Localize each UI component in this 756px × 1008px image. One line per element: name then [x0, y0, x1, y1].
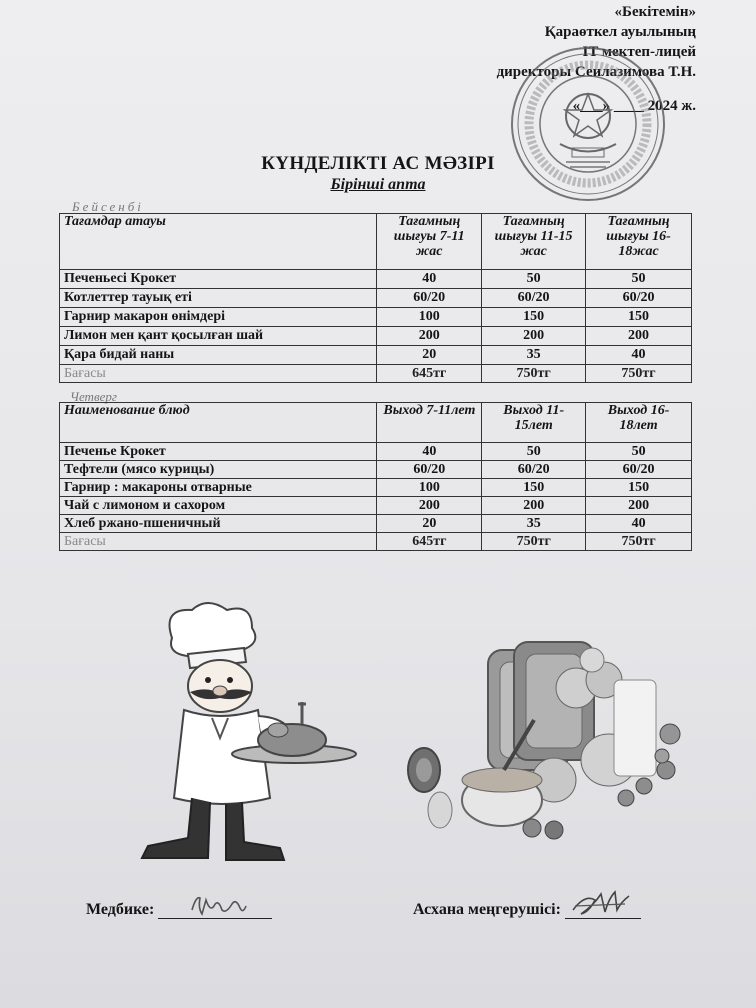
menu-table-kz	[59, 213, 692, 383]
portion-11-15: 35	[482, 515, 586, 533]
approval-line-2: Қараөткел ауылының	[544, 24, 696, 40]
portion-7-11: 100	[377, 308, 482, 327]
portion-7-11: 200	[377, 497, 482, 515]
price-row	[60, 365, 692, 383]
dish-name: Гарнир макарон өнімдері	[60, 308, 377, 327]
page-title: КҮНДЕЛІКТІ АС МӘЗІРІ	[261, 153, 495, 174]
portion-11-15: 150	[482, 308, 586, 327]
portion-11-15: 150	[482, 479, 586, 497]
table-row	[60, 515, 692, 533]
dish-name: Печеньесі Крокет	[60, 270, 377, 289]
nurse-handwritten-signature-icon	[188, 892, 248, 920]
table-row	[60, 270, 692, 289]
kitchen-head-signature-line	[565, 898, 641, 919]
portion-16-18: 50	[586, 443, 692, 461]
table-row	[60, 327, 692, 346]
portion-16-18: 40	[586, 346, 692, 365]
chef-illustration-icon	[112, 598, 362, 868]
table-row	[60, 461, 692, 479]
kitchen-head-signature-label: Асхана меңгерушісі:	[413, 901, 561, 918]
price-label: Бағасы	[60, 365, 377, 383]
page-subtitle: Бірінші апта	[330, 176, 426, 193]
column-header-11-15: Тағамның шығуы 11-15 жас	[482, 214, 586, 270]
column-header-16-18: Тағамның шығуы 16-18жас	[586, 214, 692, 270]
table-row	[60, 497, 692, 515]
price-16-18: 750тг	[586, 365, 692, 383]
portion-11-15: 60/20	[482, 461, 586, 479]
price-11-15: 750тг	[482, 533, 586, 551]
nurse-signature	[86, 898, 272, 919]
approval-line-3: IT мектеп-лицей	[582, 44, 696, 60]
portion-7-11: 40	[377, 270, 482, 289]
dish-name: Гарнир : макароны отварные	[60, 479, 377, 497]
table-header-row	[60, 403, 692, 443]
table-row	[60, 443, 692, 461]
portion-16-18: 150	[586, 308, 692, 327]
portion-7-11: 20	[377, 346, 482, 365]
nurse-signature-line	[158, 898, 272, 919]
table-row	[60, 308, 692, 327]
day-label-ru: Четверг	[70, 389, 117, 404]
price-11-15: 750тг	[482, 365, 586, 383]
dish-name: Қара бидай наны	[60, 346, 377, 365]
portion-16-18: 200	[586, 327, 692, 346]
table-row	[60, 346, 692, 365]
portion-7-11: 60/20	[377, 289, 482, 308]
portion-7-11: 40	[377, 443, 482, 461]
dish-name: Лимон мен қант қосылған шай	[60, 327, 377, 346]
portion-11-15: 200	[482, 497, 586, 515]
portion-16-18: 60/20	[586, 461, 692, 479]
portion-16-18: 200	[586, 497, 692, 515]
table-row	[60, 479, 692, 497]
approval-line-1: «Бекітемін»	[614, 4, 696, 20]
portion-11-15: 200	[482, 327, 586, 346]
portion-7-11: 20	[377, 515, 482, 533]
dish-name: Чай с лимоном и сахором	[60, 497, 377, 515]
menu-table-ru	[59, 402, 692, 551]
approval-date: «___» ____ 2024 ж.	[572, 98, 696, 114]
column-header-7-11: Выход 7-11лет	[377, 403, 482, 443]
column-header-name: Тағамдар атауы	[60, 214, 377, 270]
portion-16-18: 50	[586, 270, 692, 289]
dish-name: Хлеб ржано-пшеничный	[60, 515, 377, 533]
portion-11-15: 60/20	[482, 289, 586, 308]
dish-name: Тефтели (мясо курицы)	[60, 461, 377, 479]
column-header-11-15: Выход 11-15лет	[482, 403, 586, 443]
portion-7-11: 100	[377, 479, 482, 497]
approval-line-4: директоры Сеилазимова Т.Н.	[496, 64, 696, 80]
price-label: Бағасы	[60, 533, 377, 551]
dish-name: Котлеттер тауық еті	[60, 289, 377, 308]
portion-16-18: 40	[586, 515, 692, 533]
portion-16-18: 60/20	[586, 289, 692, 308]
nurse-signature-label: Медбике:	[86, 901, 155, 918]
column-header-16-18: Выход 16-18лет	[586, 403, 692, 443]
price-row	[60, 533, 692, 551]
dish-name: Печенье Крокет	[60, 443, 377, 461]
portion-7-11: 200	[377, 327, 482, 346]
food-still-life-icon	[404, 620, 694, 850]
price-7-11: 645тг	[377, 533, 482, 551]
portion-16-18: 150	[586, 479, 692, 497]
portion-7-11: 60/20	[377, 461, 482, 479]
day-label-kz: Бейсенбі	[72, 199, 144, 214]
table-row	[60, 289, 692, 308]
price-7-11: 645тг	[377, 365, 482, 383]
portion-11-15: 50	[482, 270, 586, 289]
kitchen-head-signature	[413, 898, 641, 919]
column-header-name: Наименование блюд	[60, 403, 377, 443]
table-header-row	[60, 214, 692, 270]
portion-11-15: 50	[482, 443, 586, 461]
column-header-7-11: Тағамның шығуы 7-11 жас	[377, 214, 482, 270]
price-16-18: 750тг	[586, 533, 692, 551]
kitchen-handwritten-signature-icon	[571, 886, 631, 918]
portion-11-15: 35	[482, 346, 586, 365]
